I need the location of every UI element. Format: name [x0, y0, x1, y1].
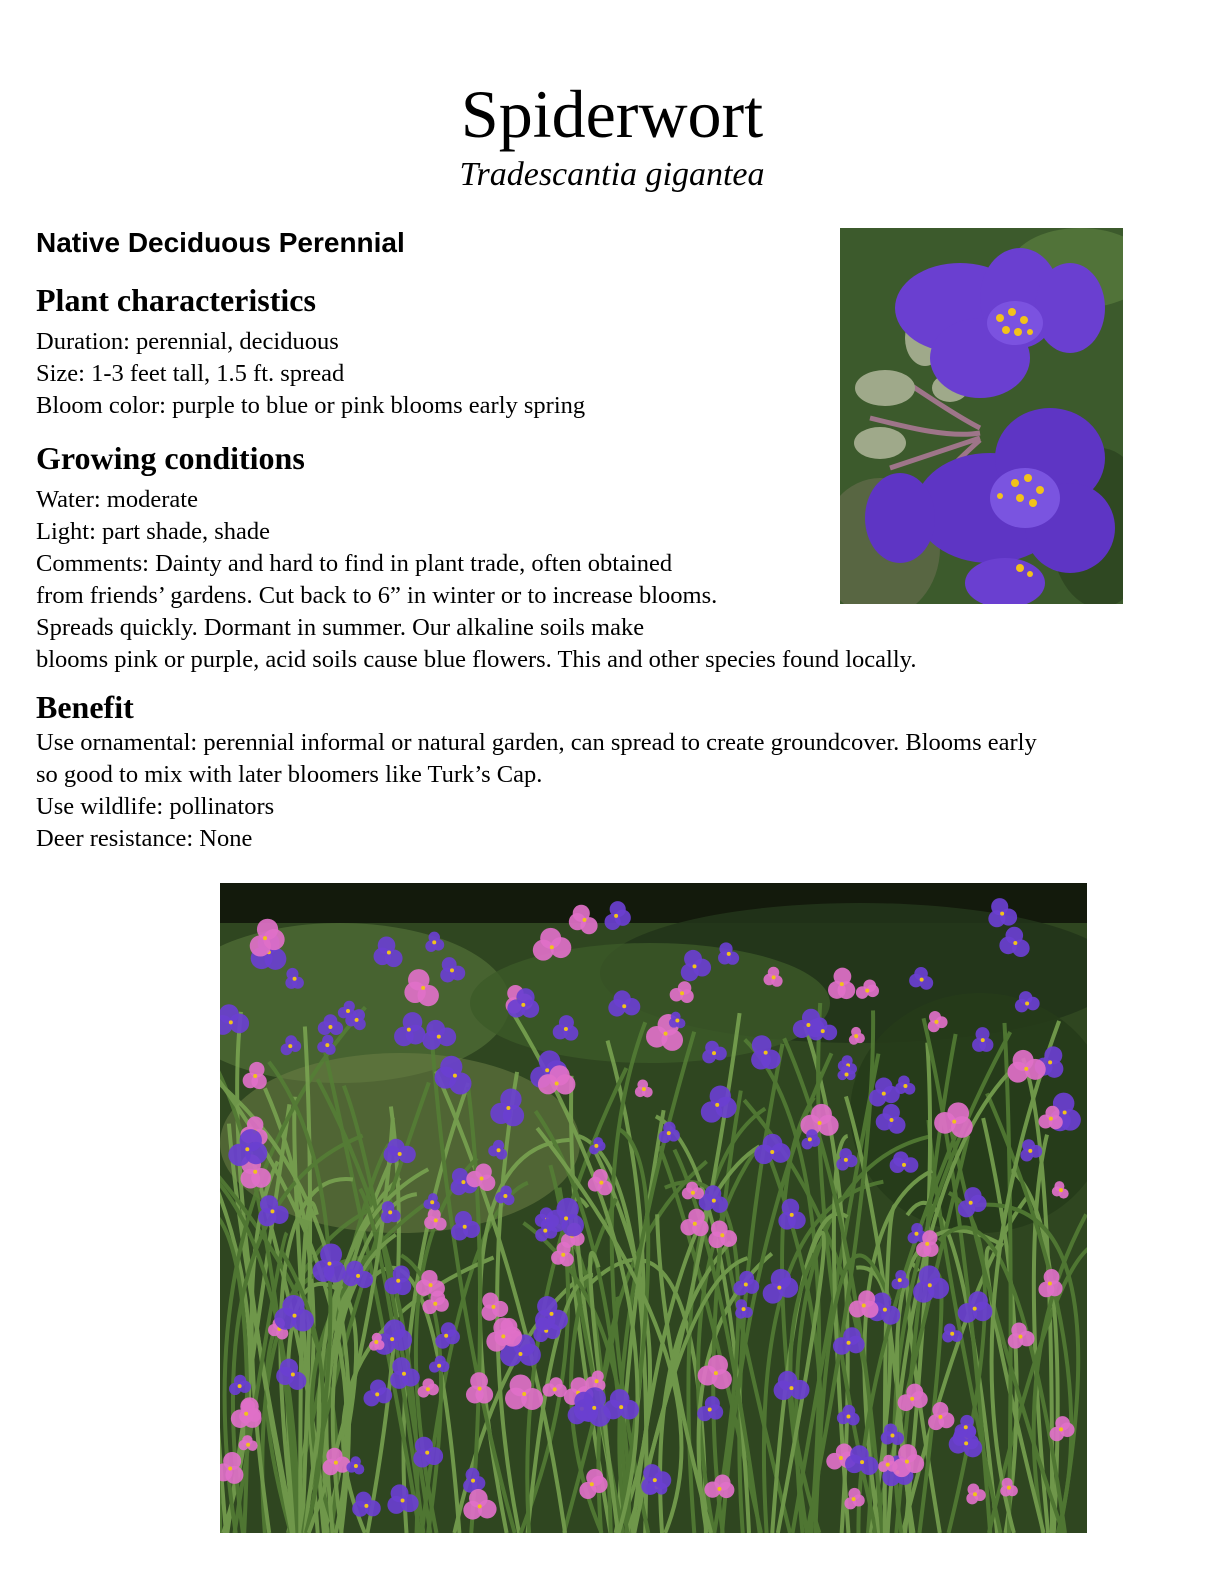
- comments-line-4: blooms pink or purple, acid soils cause blue flowers. This and other species found locally.: [36, 646, 917, 673]
- use-wildlife-line: Use wildlife: pollinators: [36, 793, 275, 820]
- comments-line-2: from friends’ gardens. Cut back to 6” in winter or to increase blooms.: [36, 582, 718, 609]
- comments-line-1: Comments: Dainty and hard to find in plant trade, often obtained: [36, 550, 673, 577]
- bloom-color-line: Bloom color: purple to blue or pink blooms early spring: [36, 392, 586, 419]
- plant-characteristics-text: [36, 326, 585, 422]
- comments-line-3: Spreads quickly. Dormant in summer. Our alkaline soils make: [36, 614, 645, 641]
- plant-category: Native Deciduous Perennial: [36, 227, 405, 258]
- section-heading-growing-conditions: Growing conditions: [36, 440, 305, 476]
- benefit-text: [36, 727, 1037, 855]
- garden-photo: [220, 883, 1087, 1533]
- flower-closeup-photo: [840, 228, 1123, 604]
- light-line: Light: part shade, shade: [36, 518, 271, 545]
- duration-line: Duration: perennial, deciduous: [36, 328, 339, 355]
- scientific-name: Tradescantia gigantea: [459, 156, 765, 193]
- page-title: Spiderwort: [460, 76, 764, 152]
- section-heading-plant-characteristics: Plant characteristics: [36, 282, 316, 318]
- size-line: Size: 1-3 feet tall, 1.5 ft. spread: [36, 360, 345, 387]
- section-heading-benefit: Benefit: [36, 689, 134, 725]
- deer-resistance-line: Deer resistance: None: [36, 825, 253, 852]
- use-ornamental-line-2: so good to mix with later bloomers like Turk’s Cap.: [36, 761, 543, 788]
- growing-conditions-text: [36, 484, 916, 676]
- use-ornamental-line-1: Use ornamental: perennial informal or natural garden, can spread to create groundcover. Blooms early: [36, 729, 1037, 756]
- water-line: Water: moderate: [36, 486, 198, 513]
